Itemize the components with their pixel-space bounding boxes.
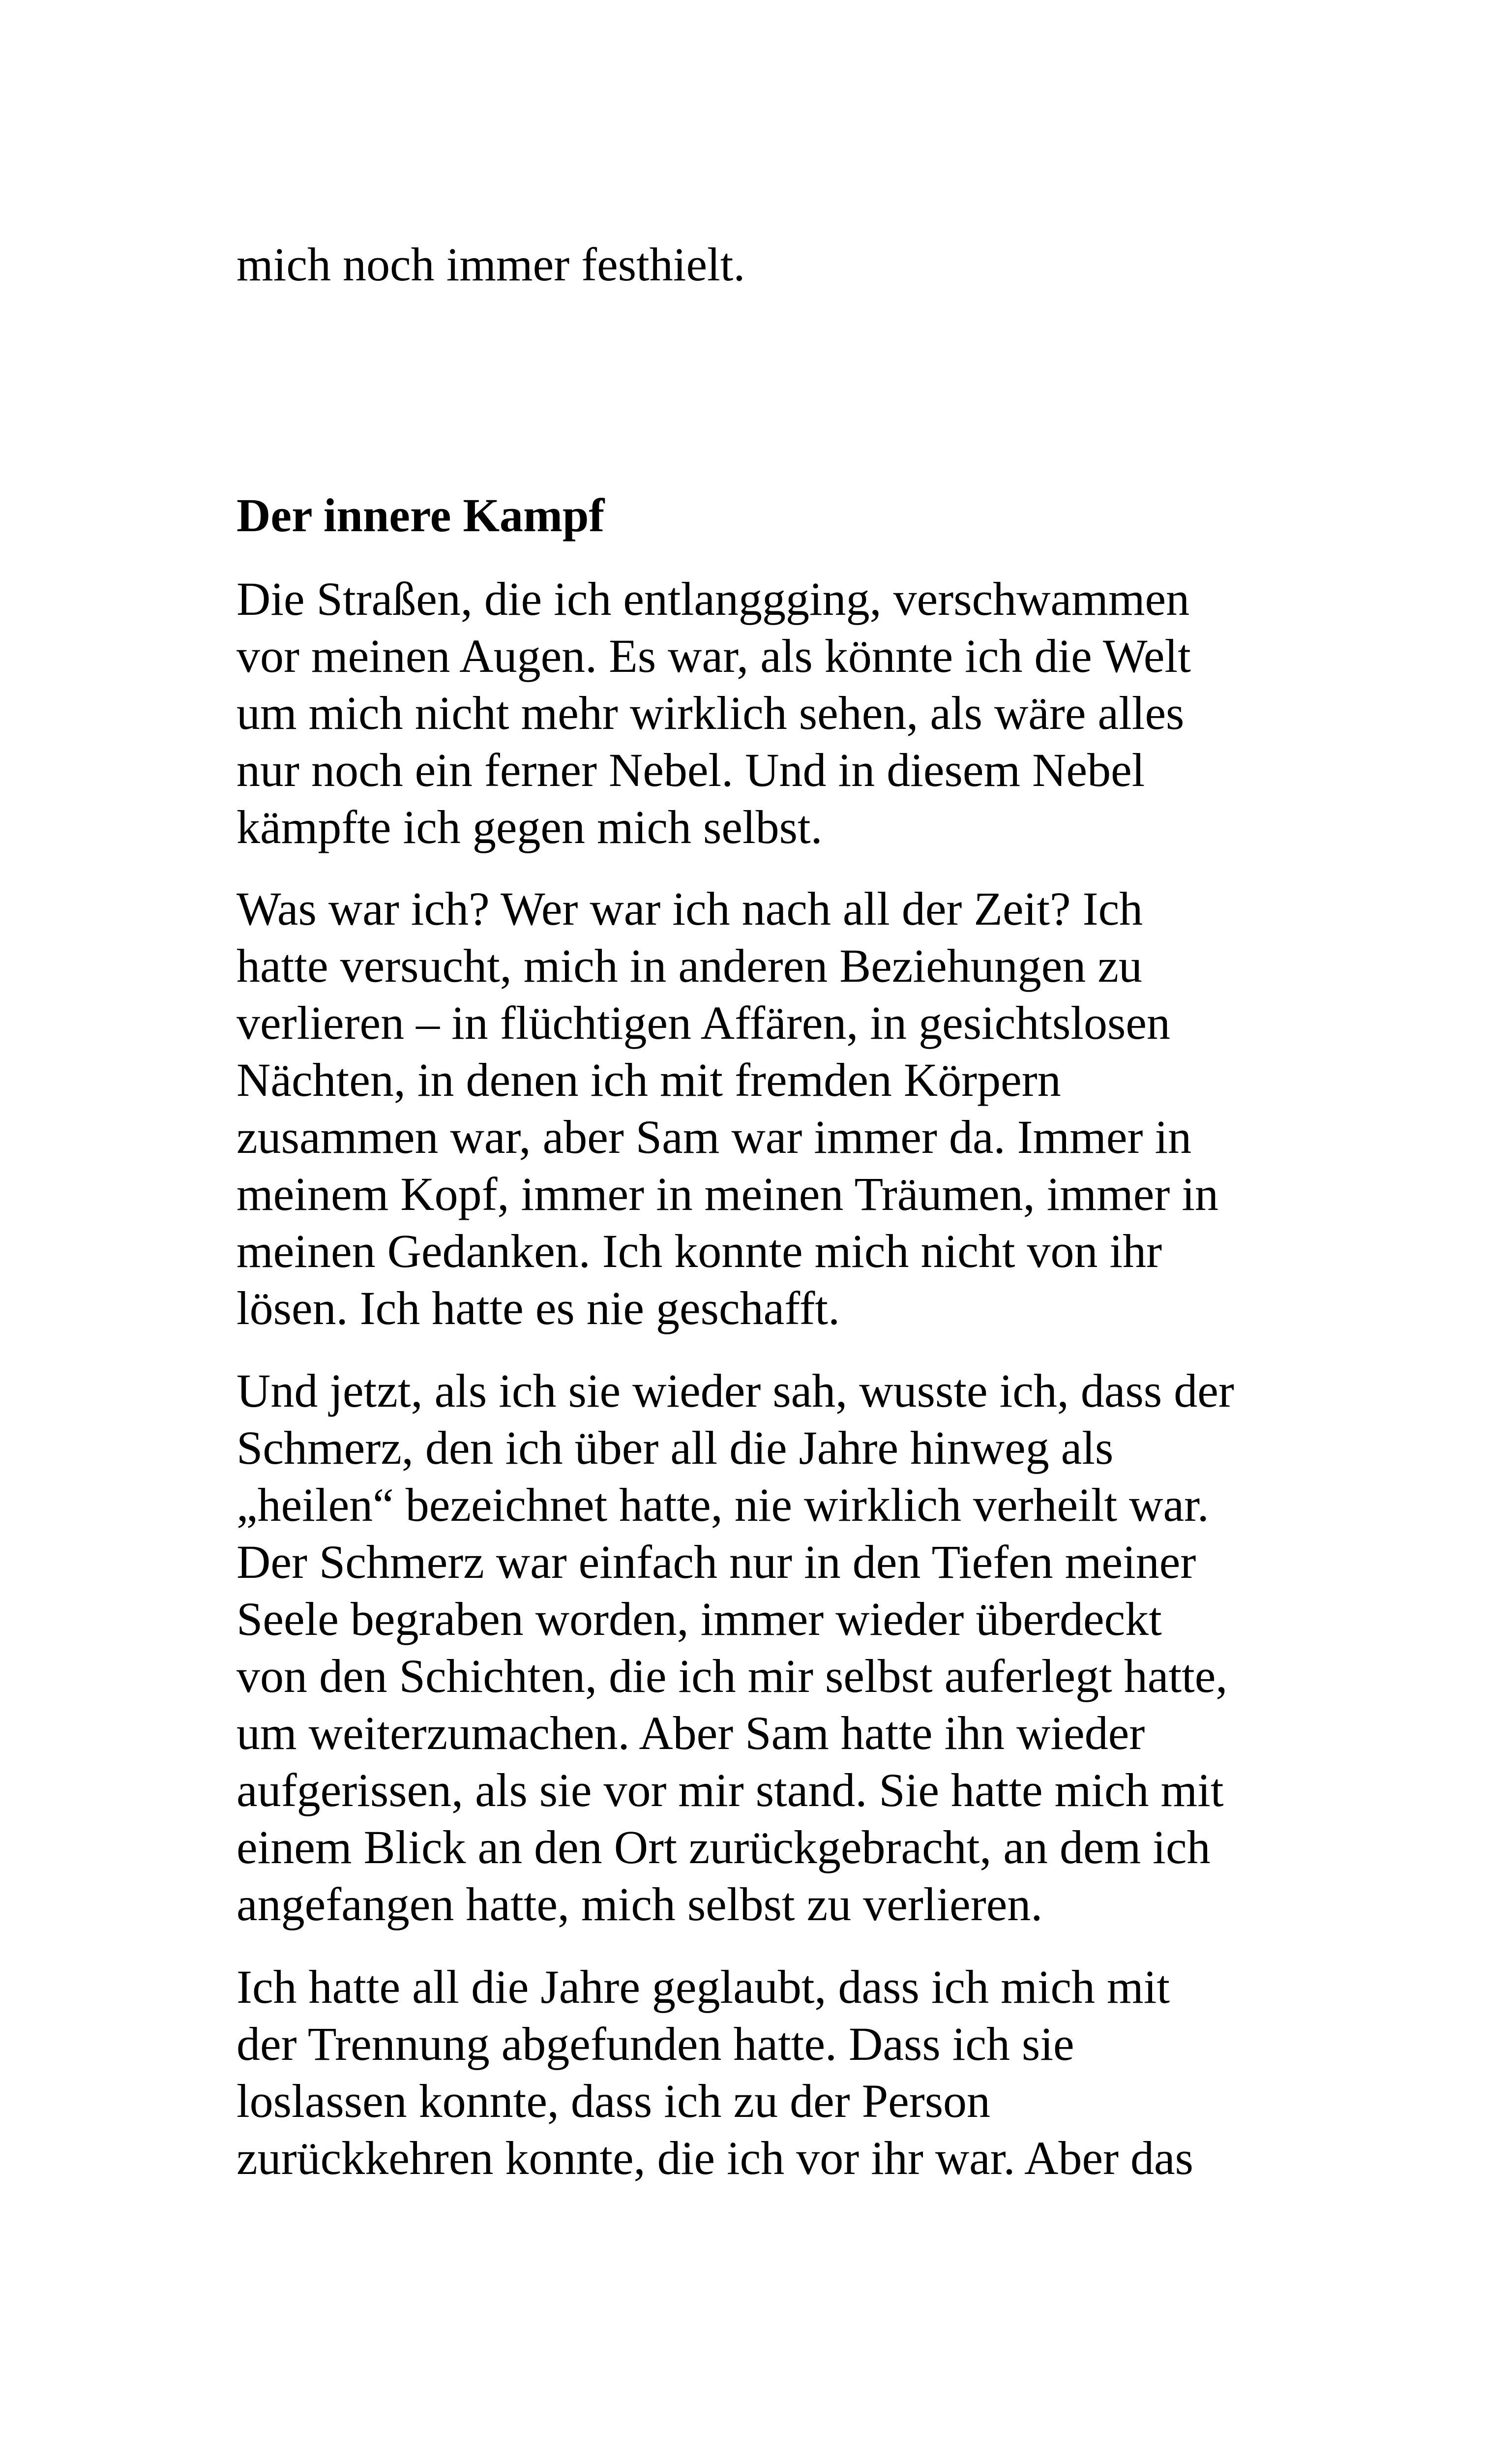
text-line: hatte versucht, mich in anderen Beziehungen zu [237, 939, 1142, 992]
text-line: vor meinen Augen. Es war, als könnte ich die Welt [237, 630, 1191, 682]
text-line: Seele begraben worden, immer wieder überdeckt [237, 1593, 1162, 1645]
text-line: loslassen konnte, dass ich zu der Person [237, 2075, 991, 2127]
text-line: lösen. Ich hatte es nie geschafft. [237, 1282, 840, 1334]
text-line: Nächten, in denen ich mit fremden Körpern [237, 1054, 1061, 1106]
text-line: meinem Kopf, immer in meinen Träumen, immer in [237, 1168, 1219, 1220]
text-line: zurückkehren konnte, die ich vor ihr war. Aber das [237, 2132, 1194, 2184]
text-line: von den Schichten, die ich mir selbst auferlegt hatte, [237, 1650, 1228, 1702]
text-line: meinen Gedanken. Ich konnte mich nicht von ihr [237, 1225, 1162, 1277]
text-line: Der Schmerz war einfach nur in den Tiefen meiner [237, 1536, 1196, 1588]
text-line: nur noch ein ferner Nebel. Und in diesem Nebel [237, 744, 1145, 796]
text-line: Und jetzt, als ich sie wieder sah, wusste ich, dass der [237, 1364, 1234, 1417]
text-line: um mich nicht mehr wirklich sehen, als wäre alles [237, 687, 1185, 739]
text-line: angefangen hatte, mich selbst zu verlieren. [237, 1878, 1043, 1930]
text-line: „heilen“ bezeichnet hatte, nie wirklich verheilt war. [237, 1478, 1209, 1531]
text-line: der Trennung abgefunden hatte. Dass ich sie [237, 2018, 1074, 2070]
text-line: aufgerissen, als sie vor mir stand. Sie hatte mich mit [237, 1764, 1224, 1816]
text-line: verlieren – in flüchtigen Affären, in gesichtslosen [237, 996, 1170, 1049]
text-line: zusammen war, aber Sam war immer da. Immer in [237, 1111, 1192, 1163]
section-heading: Der innere Kampf [237, 489, 605, 542]
text-line: Ich hatte all die Jahre geglaubt, dass ich mich mit [237, 1960, 1170, 2013]
text-line: Was war ich? Wer war ich nach all der Zeit? Ich [237, 882, 1143, 935]
continuation-line: mich noch immer festhielt. [237, 238, 745, 291]
text-line: um weiterzumachen. Aber Sam hatte ihn wieder [237, 1707, 1145, 1759]
text-line: Schmerz, den ich über all die Jahre hinweg als [237, 1421, 1114, 1474]
text-line: einem Blick an den Ort zurückgebracht, an dem ich [237, 1821, 1211, 1873]
text-line: kämpfte ich gegen mich selbst. [237, 801, 823, 853]
text-line: Die Straßen, die ich entlanggging, verschwammen [237, 573, 1190, 625]
